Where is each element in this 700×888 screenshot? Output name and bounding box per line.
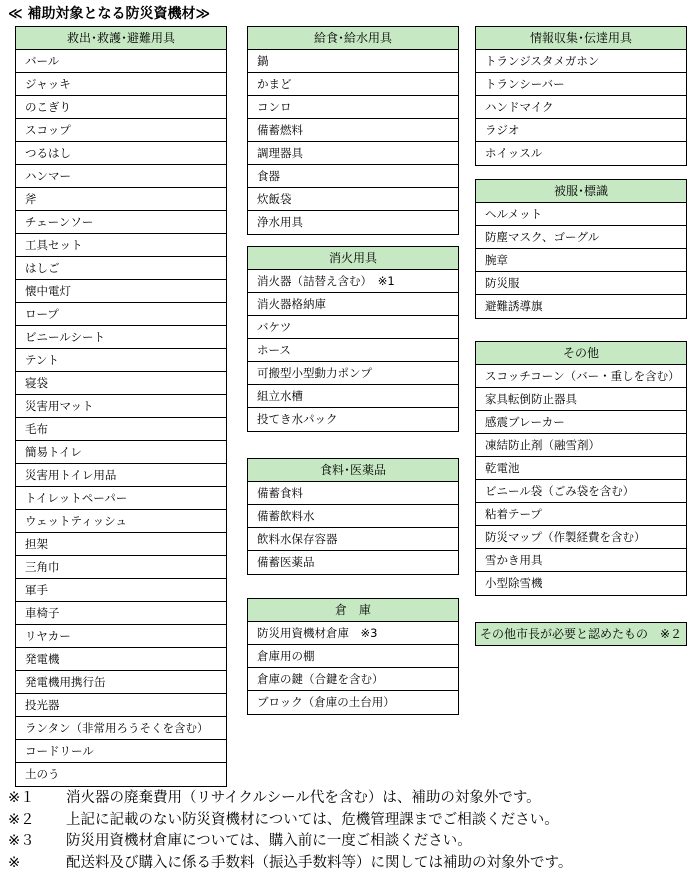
footnote-2 [8,810,572,832]
table-header: 情報収集･伝達用具 [476,27,686,50]
list-item: 備蓄食料 [248,482,458,505]
list-item: 毛布 [16,418,226,441]
footnote-text: 防災用資機材倉庫については、購入前に一度ご相談ください。 [66,833,472,849]
footnote-text: 上記に記載のない防災資機材については、危機管理課までご相談ください。 [66,811,559,828]
list-item: ブロック（倉庫の土台用） [257,695,395,709]
list-item: 腕章 [476,249,686,272]
list-item: バケツ [248,316,458,339]
list-item: ジャッキ [16,73,226,96]
list-item: 備蓄医薬品 [257,555,315,569]
list-item: のこぎり [16,96,226,119]
list-item: つるはし [16,142,226,165]
clothing-signs-table [475,179,687,319]
list-item: ビニール袋（ごみ袋を含む） [476,480,686,503]
list-item: 備蓄飲料水 [248,505,458,528]
footnote-mark: ※３ [8,833,35,849]
list-item: 土のう [25,767,60,781]
list-item: テント [16,349,226,372]
storage-table [247,598,459,715]
list-item: 調理器具 [248,142,458,165]
information-equipment-table [475,26,687,166]
list-item: 発電機用携行缶 [16,671,226,694]
page-title: ≪ 補助対象となる防災資機材≫ [8,6,211,22]
firefighting-equipment-table [247,246,459,432]
list-item: 粘着テープ [476,503,686,526]
list-item: 投光器 [16,694,226,717]
list-item: 簡易トイレ [16,441,226,464]
list-item: チェーンソー [16,211,226,234]
item-list [476,365,686,595]
footnote-text: 消火器の廃棄費用（リサイクルシール代を含む）は、補助の対象外です。 [66,790,541,806]
list-item: トランシーバー [476,73,686,96]
item-list [476,203,686,318]
list-item: 発電機 [16,648,226,671]
list-item: 三角巾 [16,556,226,579]
list-item: ホース [248,339,458,362]
list-item: 防災服 [476,272,686,295]
list-item: 防災マップ（作製経費を含む） [476,526,686,549]
list-item: ホイッスル [485,146,543,160]
list-item: 備蓄燃料 [248,119,458,142]
list-item: 軍手 [16,579,226,602]
mayor-approved-items-box: その他市長が必要と認めたもの ※２ [475,622,687,646]
list-item: 工具セット [16,234,226,257]
footnote-text: 配送料及び購入に係る手数料（振込手数料等）に関しては補助の対象外です。 [66,854,573,871]
footnote-mark: ※２ [8,811,35,828]
list-item: 災害用トイレ用品 [16,464,226,487]
footnotes [8,788,572,874]
list-item: 炊飯袋 [248,188,458,211]
list-item: 車椅子 [16,602,226,625]
item-list [248,482,458,574]
item-list [248,270,458,431]
list-item: はしご [16,257,226,280]
list-item: 倉庫の鍵（合鍵を含む） [248,668,458,691]
list-item: 懐中電灯 [16,280,226,303]
table-header: 被服･標識 [476,180,686,203]
list-item: 感震ブレーカー [476,411,686,434]
table-header: その他 [476,342,686,365]
list-item: 避難誘導旗 [485,299,543,313]
list-item: 乾電池 [476,457,686,480]
table-header: 倉 庫 [248,599,458,622]
list-item: ウェットティッシュ [16,510,226,533]
list-item: 浄水用具 [257,215,303,229]
list-item: 防塵マスク、ゴーグル [476,226,686,249]
list-item: 倉庫用の棚 [248,645,458,668]
list-item: ヘルメット [476,203,686,226]
footnote-mark: ※ [8,854,21,871]
list-item: かまど [248,73,458,96]
table-header: 食料･医薬品 [248,459,458,482]
list-item: トイレットペーパー [16,487,226,510]
list-item: 災害用マット [16,395,226,418]
list-item: スコップ [16,119,226,142]
footnote-1 [8,788,572,810]
list-item: 可搬型小型動力ポンプ [248,362,458,385]
table-header: 消火用具 [248,247,458,270]
footnote-4 [8,853,572,875]
item-list [248,50,458,234]
rescue-equipment-table [15,26,227,787]
list-item: ランタン（非常用ろうそくを含む） [16,717,226,740]
list-item: ロープ [16,303,226,326]
list-item: 飲料水保存容器 [248,528,458,551]
table-header: 給食･給水用具 [248,27,458,50]
list-item: 消火器（詰替え含む） ※1 [248,270,458,293]
item-list [476,50,686,165]
list-item: コードリール [16,740,226,763]
list-item: 消火器格納庫 [248,293,458,316]
list-item: トランジスタメガホン [476,50,686,73]
item-list [16,50,226,786]
list-item: スコッチコーン（バー・重しを含む） [476,365,686,388]
footnote-mark: ※１ [8,790,35,806]
list-item: ハンドマイク [476,96,686,119]
other-items-table [475,341,687,596]
list-item: 食器 [248,165,458,188]
list-item: 斧 [16,188,226,211]
footnote-3 [8,831,572,853]
list-item: リヤカー [16,625,226,648]
list-item: 寝袋 [16,372,226,395]
list-item: 家具転倒防止器具 [476,388,686,411]
list-item: 投てき水パック [257,412,338,426]
list-item: 小型除雪機 [485,576,543,590]
list-item: 雪かき用具 [476,549,686,572]
list-item: 鍋 [248,50,458,73]
list-item: バール [16,50,226,73]
list-item: 防災用資機材倉庫 ※3 [248,622,458,645]
list-item: ラジオ [476,119,686,142]
list-item: ビニールシート [16,326,226,349]
list-item: 担架 [16,533,226,556]
list-item: ハンマー [16,165,226,188]
food-medicine-table [247,458,459,575]
food-water-supply-table [247,26,459,235]
list-item: 組立水槽 [248,385,458,408]
list-item: コンロ [248,96,458,119]
list-item: 凍結防止剤（融雪剤） [476,434,686,457]
table-header: 救出･救護･避難用具 [16,27,226,50]
item-list [248,622,458,714]
